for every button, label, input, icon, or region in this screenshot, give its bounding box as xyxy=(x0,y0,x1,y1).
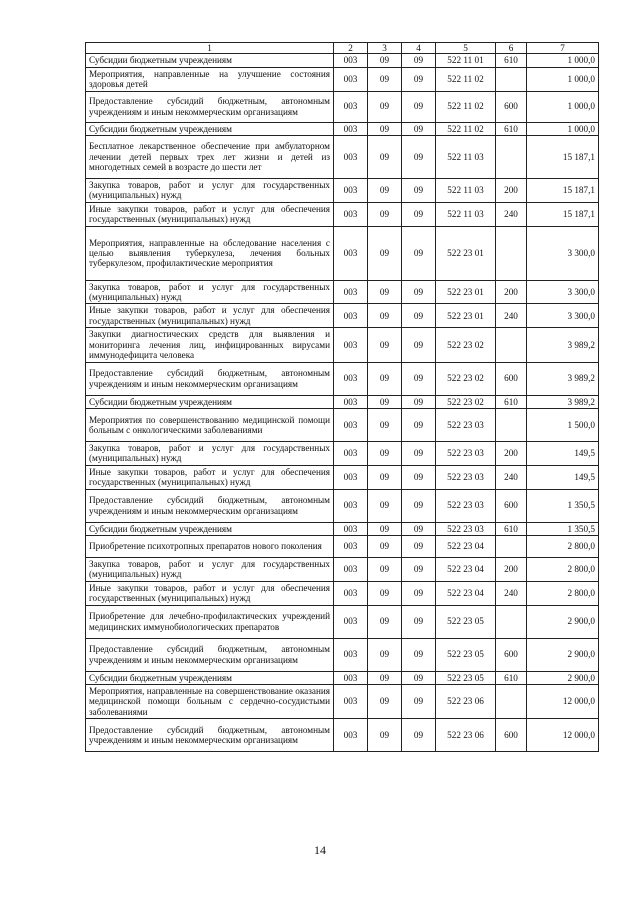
description-cell: Субсидии бюджетным учреждениям xyxy=(86,54,334,67)
section-cell: 09 xyxy=(368,557,402,581)
section-cell: 09 xyxy=(368,489,402,522)
amount-cell: 3 989,2 xyxy=(527,328,599,362)
ministry-code-cell: 003 xyxy=(334,719,368,752)
amount-cell: 1 500,0 xyxy=(527,408,599,441)
table-row xyxy=(86,136,599,179)
column-header: 2 xyxy=(334,43,368,54)
ministry-code-cell: 003 xyxy=(334,280,368,304)
amount-cell: 1 000,0 xyxy=(527,91,599,122)
ministry-code-cell: 003 xyxy=(334,179,368,203)
amount-cell: 1 350,5 xyxy=(527,522,599,535)
ministry-code-cell: 003 xyxy=(334,91,368,122)
table-row xyxy=(86,91,599,122)
expense-type-cell: 610 xyxy=(496,54,527,67)
description-cell: Иные закупки товаров, работ и услуг для обеспечения государственных (муниципальных) нужд xyxy=(86,202,334,226)
amount-cell: 12 000,0 xyxy=(527,684,599,718)
subsection-cell: 09 xyxy=(402,605,436,638)
amount-cell: 2 800,0 xyxy=(527,557,599,581)
ministry-code-cell: 003 xyxy=(334,671,368,684)
expense-type-cell: 600 xyxy=(496,638,527,671)
table-row xyxy=(86,671,599,684)
section-cell: 09 xyxy=(368,280,402,304)
amount-cell: 15 187,1 xyxy=(527,179,599,203)
subsection-cell: 09 xyxy=(402,91,436,122)
subsection-cell: 09 xyxy=(402,67,436,91)
amount-cell: 2 800,0 xyxy=(527,581,599,605)
description-cell: Субсидии бюджетным учреждениям xyxy=(86,522,334,535)
subsection-cell: 09 xyxy=(402,557,436,581)
ministry-code-cell: 003 xyxy=(334,638,368,671)
expense-type-cell: 610 xyxy=(496,395,527,408)
subsection-cell: 09 xyxy=(402,328,436,362)
subsection-cell: 09 xyxy=(402,441,436,465)
table-row xyxy=(86,202,599,226)
amount-cell: 149,5 xyxy=(527,441,599,465)
expense-type-cell xyxy=(496,67,527,91)
amount-cell: 3 989,2 xyxy=(527,362,599,395)
description-cell: Предоставление субсидий бюджетным, автономным учреждениям и иным некоммерческим организациям xyxy=(86,362,334,395)
section-cell: 09 xyxy=(368,328,402,362)
target-article-cell: 522 11 01 xyxy=(436,54,496,67)
description-cell: Иные закупки товаров, работ и услуг для обеспечения государственных (муниципальных) нужд xyxy=(86,304,334,328)
ministry-code-cell: 003 xyxy=(334,202,368,226)
section-cell: 09 xyxy=(368,91,402,122)
description-cell: Предоставление субсидий бюджетным, автономным учреждениям и иным некоммерческим организациям xyxy=(86,489,334,522)
subsection-cell: 09 xyxy=(402,465,436,489)
subsection-cell: 09 xyxy=(402,226,436,280)
expense-type-cell: 610 xyxy=(496,671,527,684)
table-row xyxy=(86,226,599,280)
description-cell: Предоставление субсидий бюджетным, автономным учреждениям и иным некоммерческим организациям xyxy=(86,638,334,671)
section-cell: 09 xyxy=(368,408,402,441)
column-header: 3 xyxy=(368,43,402,54)
section-cell: 09 xyxy=(368,535,402,557)
ministry-code-cell: 003 xyxy=(334,465,368,489)
ministry-code-cell: 003 xyxy=(334,581,368,605)
expense-type-cell: 200 xyxy=(496,441,527,465)
ministry-code-cell: 003 xyxy=(334,54,368,67)
target-article-cell: 522 23 04 xyxy=(436,535,496,557)
subsection-cell: 09 xyxy=(402,522,436,535)
expense-type-cell: 610 xyxy=(496,122,527,135)
description-cell: Субсидии бюджетным учреждениям xyxy=(86,671,334,684)
table-row xyxy=(86,719,599,752)
ministry-code-cell: 003 xyxy=(334,122,368,135)
amount-cell: 12 000,0 xyxy=(527,719,599,752)
ministry-code-cell: 003 xyxy=(334,67,368,91)
ministry-code-cell: 003 xyxy=(334,136,368,179)
table-row xyxy=(86,280,599,304)
table-row xyxy=(86,557,599,581)
budget-table xyxy=(85,42,599,752)
target-article-cell: 522 23 02 xyxy=(436,395,496,408)
amount-cell: 2 900,0 xyxy=(527,671,599,684)
expense-type-cell: 600 xyxy=(496,489,527,522)
page-number: 14 xyxy=(314,843,326,857)
subsection-cell: 09 xyxy=(402,671,436,684)
table-row xyxy=(86,395,599,408)
subsection-cell: 09 xyxy=(402,408,436,441)
expense-type-cell: 200 xyxy=(496,557,527,581)
description-cell: Субсидии бюджетным учреждениям xyxy=(86,395,334,408)
section-cell: 09 xyxy=(368,54,402,67)
ministry-code-cell: 003 xyxy=(334,304,368,328)
table-row xyxy=(86,67,599,91)
subsection-cell: 09 xyxy=(402,179,436,203)
target-article-cell: 522 11 02 xyxy=(436,67,496,91)
section-cell: 09 xyxy=(368,202,402,226)
section-cell: 09 xyxy=(368,136,402,179)
amount-cell: 1 000,0 xyxy=(527,67,599,91)
section-cell: 09 xyxy=(368,179,402,203)
section-cell: 09 xyxy=(368,362,402,395)
description-cell: Закупки диагностических средств для выявления и мониторинга лечения лиц, инфицированных вирусами иммунодефицита человека xyxy=(86,328,334,362)
table-row xyxy=(86,535,599,557)
target-article-cell: 522 23 02 xyxy=(436,362,496,395)
target-article-cell: 522 23 06 xyxy=(436,684,496,718)
subsection-cell: 09 xyxy=(402,280,436,304)
target-article-cell: 522 23 02 xyxy=(436,328,496,362)
expense-type-cell: 200 xyxy=(496,179,527,203)
section-cell: 09 xyxy=(368,122,402,135)
description-cell: Закупка товаров, работ и услуг для государственных (муниципальных) нужд xyxy=(86,280,334,304)
table-row xyxy=(86,605,599,638)
amount-cell: 3 989,2 xyxy=(527,395,599,408)
target-article-cell: 522 23 01 xyxy=(436,304,496,328)
table-row xyxy=(86,522,599,535)
amount-cell: 2 900,0 xyxy=(527,605,599,638)
amount-cell: 3 300,0 xyxy=(527,226,599,280)
table-row xyxy=(86,54,599,67)
expense-type-cell: 240 xyxy=(496,304,527,328)
expense-type-cell xyxy=(496,408,527,441)
section-cell: 09 xyxy=(368,605,402,638)
description-cell: Иные закупки товаров, работ и услуг для обеспечения государственных (муниципальных) нужд xyxy=(86,581,334,605)
description-cell: Субсидии бюджетным учреждениям xyxy=(86,122,334,135)
table-row xyxy=(86,684,599,718)
expense-type-cell: 240 xyxy=(496,581,527,605)
table-body xyxy=(86,43,599,752)
description-cell: Приобретение для лечебно-профилактических учреждений медицинских иммунобиологических препаратов xyxy=(86,605,334,638)
expense-type-cell: 240 xyxy=(496,202,527,226)
ministry-code-cell: 003 xyxy=(334,557,368,581)
target-article-cell: 522 11 03 xyxy=(436,179,496,203)
target-article-cell: 522 23 06 xyxy=(436,719,496,752)
ministry-code-cell: 003 xyxy=(334,522,368,535)
target-article-cell: 522 11 02 xyxy=(436,91,496,122)
table-header-row xyxy=(86,43,599,54)
subsection-cell: 09 xyxy=(402,202,436,226)
expense-type-cell: 610 xyxy=(496,522,527,535)
table-row xyxy=(86,489,599,522)
table-row xyxy=(86,638,599,671)
expense-type-cell xyxy=(496,226,527,280)
expense-type-cell xyxy=(496,136,527,179)
subsection-cell: 09 xyxy=(402,535,436,557)
description-cell: Предоставление субсидий бюджетным, автономным учреждениям и иным некоммерческим организациям xyxy=(86,719,334,752)
expense-type-cell: 600 xyxy=(496,362,527,395)
expense-type-cell xyxy=(496,328,527,362)
description-cell: Мероприятия, направленные на улучшение состояния здоровья детей xyxy=(86,67,334,91)
table-row xyxy=(86,304,599,328)
ministry-code-cell: 003 xyxy=(334,395,368,408)
target-article-cell: 522 23 05 xyxy=(436,605,496,638)
ministry-code-cell: 003 xyxy=(334,605,368,638)
ministry-code-cell: 003 xyxy=(334,408,368,441)
amount-cell: 1 000,0 xyxy=(527,122,599,135)
section-cell: 09 xyxy=(368,719,402,752)
amount-cell: 149,5 xyxy=(527,465,599,489)
expense-type-cell: 600 xyxy=(496,91,527,122)
section-cell: 09 xyxy=(368,684,402,718)
description-cell: Закупка товаров, работ и услуг для государственных (муниципальных) нужд xyxy=(86,557,334,581)
column-header: 5 xyxy=(436,43,496,54)
section-cell: 09 xyxy=(368,226,402,280)
amount-cell: 15 187,1 xyxy=(527,136,599,179)
target-article-cell: 522 11 03 xyxy=(436,202,496,226)
description-cell: Иные закупки товаров, работ и услуг для обеспечения государственных (муниципальных) нужд xyxy=(86,465,334,489)
target-article-cell: 522 23 05 xyxy=(436,638,496,671)
expense-type-cell xyxy=(496,535,527,557)
ministry-code-cell: 003 xyxy=(334,684,368,718)
subsection-cell: 09 xyxy=(402,122,436,135)
target-article-cell: 522 23 03 xyxy=(436,465,496,489)
section-cell: 09 xyxy=(368,304,402,328)
ministry-code-cell: 003 xyxy=(334,535,368,557)
ministry-code-cell: 003 xyxy=(334,328,368,362)
description-cell: Мероприятия, направленные на обследование населения с целью выявления туберкулеза, лечения больных туберкулезом, профилактические мероприятия xyxy=(86,226,334,280)
subsection-cell: 09 xyxy=(402,362,436,395)
target-article-cell: 522 11 02 xyxy=(436,122,496,135)
expense-type-cell: 240 xyxy=(496,465,527,489)
amount-cell: 15 187,1 xyxy=(527,202,599,226)
table-row xyxy=(86,465,599,489)
expense-type-cell xyxy=(496,605,527,638)
subsection-cell: 09 xyxy=(402,304,436,328)
amount-cell: 2 800,0 xyxy=(527,535,599,557)
target-article-cell: 522 23 03 xyxy=(436,489,496,522)
section-cell: 09 xyxy=(368,465,402,489)
target-article-cell: 522 23 03 xyxy=(436,441,496,465)
target-article-cell: 522 23 01 xyxy=(436,280,496,304)
ministry-code-cell: 003 xyxy=(334,362,368,395)
expense-type-cell xyxy=(496,684,527,718)
subsection-cell: 09 xyxy=(402,581,436,605)
subsection-cell: 09 xyxy=(402,136,436,179)
description-cell: Предоставление субсидий бюджетным, автономным учреждениям и иным некоммерческим организациям xyxy=(86,91,334,122)
ministry-code-cell: 003 xyxy=(334,489,368,522)
subsection-cell: 09 xyxy=(402,684,436,718)
target-article-cell: 522 23 03 xyxy=(436,408,496,441)
section-cell: 09 xyxy=(368,395,402,408)
column-header: 1 xyxy=(86,43,334,54)
amount-cell: 3 300,0 xyxy=(527,280,599,304)
section-cell: 09 xyxy=(368,581,402,605)
amount-cell: 2 900,0 xyxy=(527,638,599,671)
section-cell: 09 xyxy=(368,671,402,684)
table-row xyxy=(86,441,599,465)
target-article-cell: 522 23 05 xyxy=(436,671,496,684)
description-cell: Бесплатное лекарственное обеспечение при амбулаторном лечении детей первых трех лет жизни и детей из многодетных семей в возрасте до шести лет xyxy=(86,136,334,179)
target-article-cell: 522 23 03 xyxy=(436,522,496,535)
table-row xyxy=(86,362,599,395)
description-cell: Закупка товаров, работ и услуг для государственных (муниципальных) нужд xyxy=(86,441,334,465)
target-article-cell: 522 11 03 xyxy=(436,136,496,179)
target-article-cell: 522 23 04 xyxy=(436,581,496,605)
description-cell: Закупка товаров, работ и услуг для государственных (муниципальных) нужд xyxy=(86,179,334,203)
target-article-cell: 522 23 04 xyxy=(436,557,496,581)
table-row xyxy=(86,328,599,362)
section-cell: 09 xyxy=(368,441,402,465)
subsection-cell: 09 xyxy=(402,54,436,67)
table-row xyxy=(86,122,599,135)
column-header: 7 xyxy=(527,43,599,54)
subsection-cell: 09 xyxy=(402,719,436,752)
ministry-code-cell: 003 xyxy=(334,441,368,465)
subsection-cell: 09 xyxy=(402,638,436,671)
expense-type-cell: 600 xyxy=(496,719,527,752)
amount-cell: 3 300,0 xyxy=(527,304,599,328)
column-header: 6 xyxy=(496,43,527,54)
subsection-cell: 09 xyxy=(402,489,436,522)
column-header: 4 xyxy=(402,43,436,54)
table-row xyxy=(86,408,599,441)
table-row xyxy=(86,581,599,605)
subsection-cell: 09 xyxy=(402,395,436,408)
section-cell: 09 xyxy=(368,522,402,535)
ministry-code-cell: 003 xyxy=(334,226,368,280)
expense-type-cell: 200 xyxy=(496,280,527,304)
description-cell: Мероприятия, направленные на совершенствование оказания медицинской помощи больным с сердечно-сосудистыми заболеваниями xyxy=(86,684,334,718)
target-article-cell: 522 23 01 xyxy=(436,226,496,280)
table-row xyxy=(86,179,599,203)
description-cell: Мероприятия по совершенствованию медицинской помощи больным с онкологическими заболеваниями xyxy=(86,408,334,441)
section-cell: 09 xyxy=(368,67,402,91)
description-cell: Приобретение психотропных препаратов нового поколения xyxy=(86,535,334,557)
section-cell: 09 xyxy=(368,638,402,671)
amount-cell: 1 000,0 xyxy=(527,54,599,67)
amount-cell: 1 350,5 xyxy=(527,489,599,522)
